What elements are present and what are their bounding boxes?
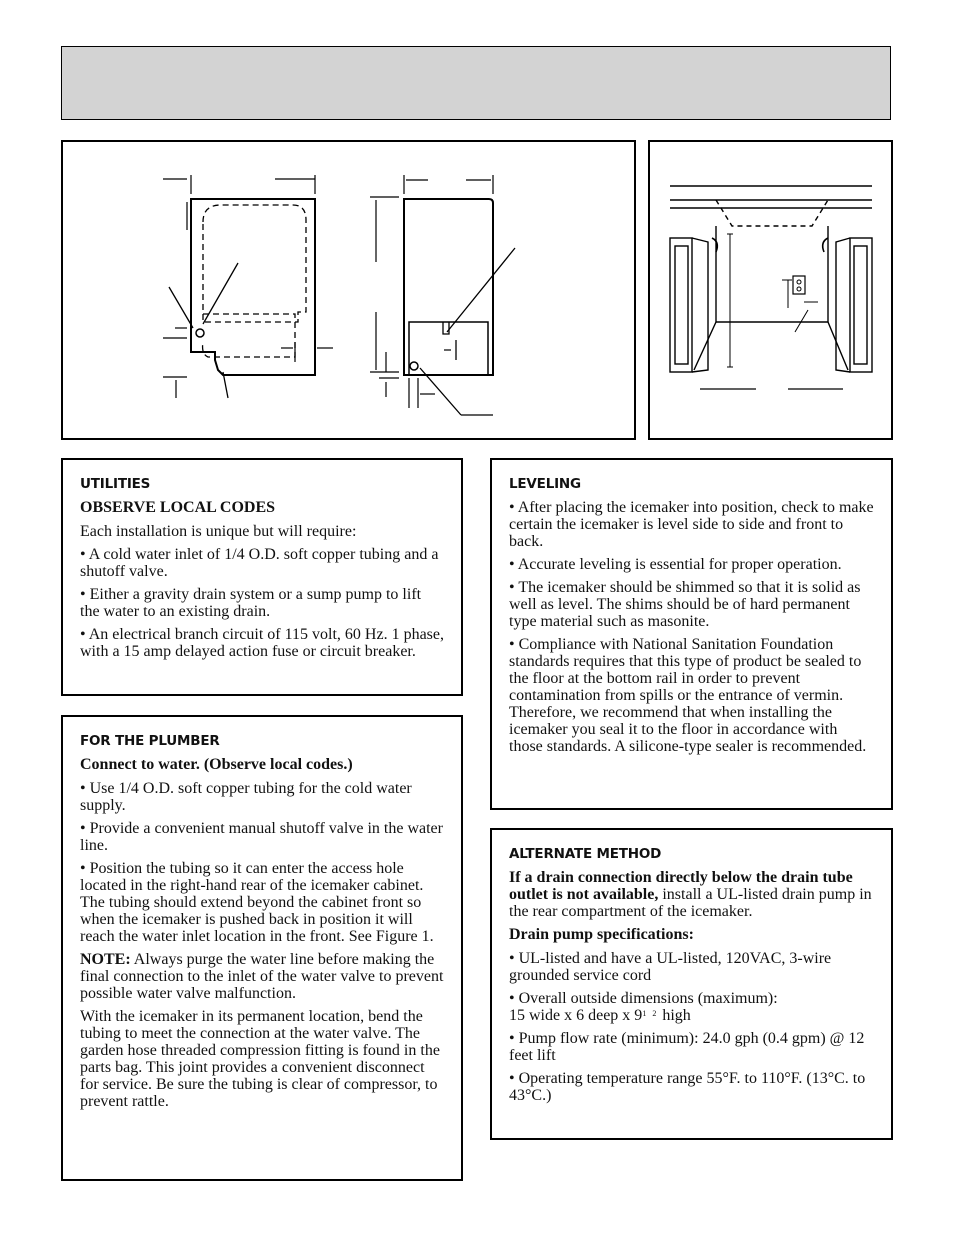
alternate-lead bbox=[509, 869, 874, 920]
pump-spec-dimensions bbox=[509, 990, 874, 1024]
leveling-panel bbox=[490, 458, 893, 810]
alternate-title: ALTERNATE METHOD bbox=[509, 846, 662, 862]
utilities-panel bbox=[61, 458, 463, 696]
utilities-title: UTILITIES bbox=[80, 476, 151, 492]
dims-high: high bbox=[658, 1007, 691, 1024]
alternate-lead-rest: install a UL-listed drain pump in the rear compartment of the icemaker. bbox=[509, 886, 872, 920]
utilities-subtitle: OBSERVE LOCAL CODES bbox=[80, 499, 276, 516]
pump-spec-heading: Drain pump specifications: bbox=[509, 926, 694, 943]
utilities-bullet-electrical: • An electrical branch circuit of 115 volt, 60 Hz. 1 phase, with a 15 amp delayed action fuse or circuit breaker. bbox=[80, 626, 444, 660]
plumber-bullet-shutoff: • Provide a convenient manual shutoff valve in the water line. bbox=[80, 820, 443, 854]
utilities-bullet-drain: • Either a gravity drain system or a sump pump to lift the water to an existing drain. bbox=[80, 586, 422, 620]
leveling-title: LEVELING bbox=[509, 476, 581, 492]
alternate-lead-bold: If a drain connection directly below the drain tube outlet is not available, bbox=[509, 869, 853, 903]
note-label: NOTE: bbox=[80, 951, 131, 968]
plumber-note bbox=[80, 951, 444, 1002]
plumber-bullet-position: • Position the tubing so it can enter the access hole located in the right-hand rear of the icemaker cabinet. The tubing should extend beyond the cabinet front so when the icemaker is pushed back in position it will reach the water inlet location in the front. See Figure 1. bbox=[80, 860, 434, 945]
pump-spec-ul: • UL-listed and have a UL-listed, 120VAC, 3-wire grounded service cord bbox=[509, 950, 832, 984]
leveling-bullet-nsf: • Compliance with National Sanitation Foundation standards requires that this type of product be sealed to the floor at the bottom rail in order to prevent contamination from spills or the entrance of vermin. Therefore, we recommend that when installing the icemaker you seal it to the floor in accordance with those standards. A silicone-type sealer is recommended. bbox=[509, 636, 867, 755]
alternate-method-panel bbox=[490, 828, 893, 1140]
dims-values: 15 wide x 6 deep x 9 bbox=[509, 1007, 643, 1024]
figure-cabinet-views bbox=[61, 140, 636, 440]
pump-spec-temp: • Operating temperature range 55°F. to 110°F. (13°C. to 43°C.) bbox=[509, 1070, 866, 1104]
pump-spec-flow: • Pump flow rate (minimum): 24.0 gph (0.4 gpm) @ 12 feet lift bbox=[509, 1030, 865, 1064]
utilities-intro: Each installation is unique but will require: bbox=[80, 523, 357, 540]
plumber-title: FOR THE PLUMBER bbox=[80, 733, 220, 749]
note-text: Always purge the water line before making the final connection to the inlet of the water valve to prevent possible water valve malfunction. bbox=[80, 951, 444, 1002]
dims-line1: • Overall outside dimensions (maximum): bbox=[509, 990, 778, 1007]
header-bar bbox=[61, 46, 891, 120]
plumber-subtitle: Connect to water. (Observe local codes.) bbox=[80, 756, 353, 773]
figure-cabinet-opening bbox=[648, 140, 893, 440]
utilities-bullet-water: • A cold water inlet of 1/4 O.D. soft copper tubing and a shutoff valve. bbox=[80, 546, 439, 580]
plumber-closing: With the icemaker in its permanent location, bend the tubing to meet the connection at the water valve. The garden hose threaded compression fitting is found in the parts bag. This joint provides a convenient disconnect for service. Be sure the tubing is clear of compressor, to prevent rattle. bbox=[80, 1008, 440, 1110]
plumber-panel bbox=[61, 715, 463, 1181]
opening-diagram bbox=[650, 142, 895, 442]
leveling-bullet-check: • After placing the icemaker into position, check to make certain the icemaker is level side to side and front to back. bbox=[509, 499, 874, 550]
cabinet-diagram bbox=[63, 142, 638, 442]
leveling-bullet-accurate: • Accurate leveling is essential for proper operation. bbox=[509, 556, 842, 573]
dims-fraction: 1 2 bbox=[642, 1009, 659, 1018]
plumber-bullet-tubing: • Use 1/4 O.D. soft copper tubing for the cold water supply. bbox=[80, 780, 412, 814]
leveling-bullet-shims: • The icemaker should be shimmed so that it is solid as well as level. The shims should be of hard permanent type material such as masonite. bbox=[509, 579, 861, 630]
